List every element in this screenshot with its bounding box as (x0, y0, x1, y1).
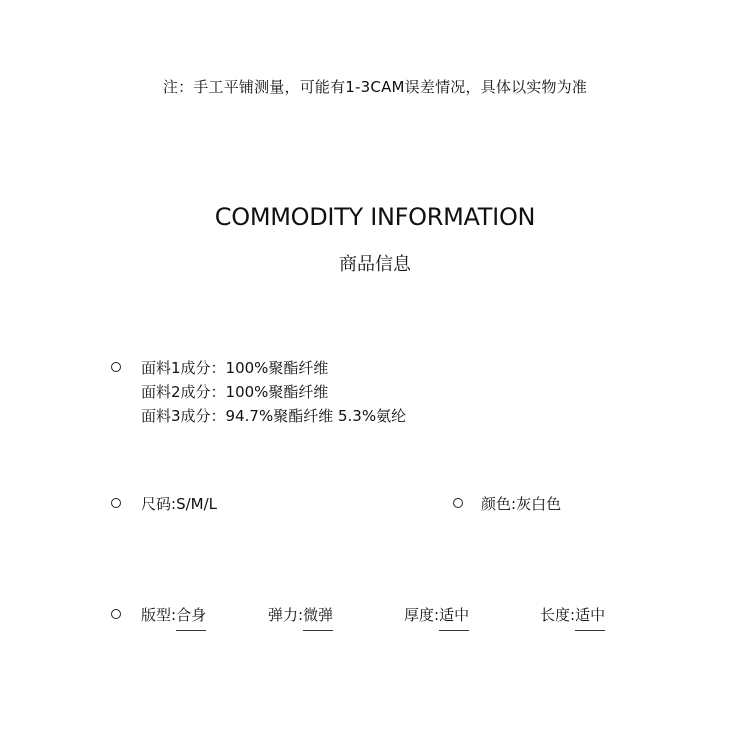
length-label: 长度: (540, 606, 576, 624)
elasticity-attribute (268, 604, 333, 625)
thickness-value: 适中 (439, 606, 470, 624)
fit-value: 合身 (176, 606, 207, 624)
fit-attribute (141, 604, 206, 625)
color-row (481, 493, 561, 514)
measurement-note: 注：手工平铺测量，可能有1-3CAM误差情况，具体以实物为准 (162, 78, 588, 96)
attributes-bullet-icon (111, 609, 121, 619)
length-value: 适中 (575, 606, 606, 624)
size-value: S/M/L (176, 495, 217, 513)
fabric-line-2: 面料2成分：100%聚酯纤维 (141, 383, 329, 401)
thickness-attribute (404, 604, 469, 625)
elasticity-value: 微弹 (303, 606, 334, 624)
section-title-english: COMMODITY INFORMATION (214, 203, 536, 231)
fabric-bullet-icon (111, 362, 121, 372)
size-label: 尺码: (141, 495, 177, 513)
fabric-line-3: 面料3成分：94.7%聚酯纤维 5.3%氨纶 (141, 407, 407, 425)
fabric-line-1: 面料1成分：100%聚酯纤维 (141, 359, 329, 377)
thickness-label: 厚度: (404, 606, 440, 624)
elasticity-label: 弹力: (268, 606, 304, 624)
color-value: 灰白色 (516, 495, 562, 513)
color-bullet-icon (453, 498, 463, 508)
size-row (141, 493, 217, 514)
section-title-chinese: 商品信息 (339, 254, 411, 275)
color-label: 颜色: (481, 495, 517, 513)
size-bullet-icon (111, 498, 121, 508)
length-attribute (540, 604, 605, 625)
fit-label: 版型: (141, 606, 177, 624)
